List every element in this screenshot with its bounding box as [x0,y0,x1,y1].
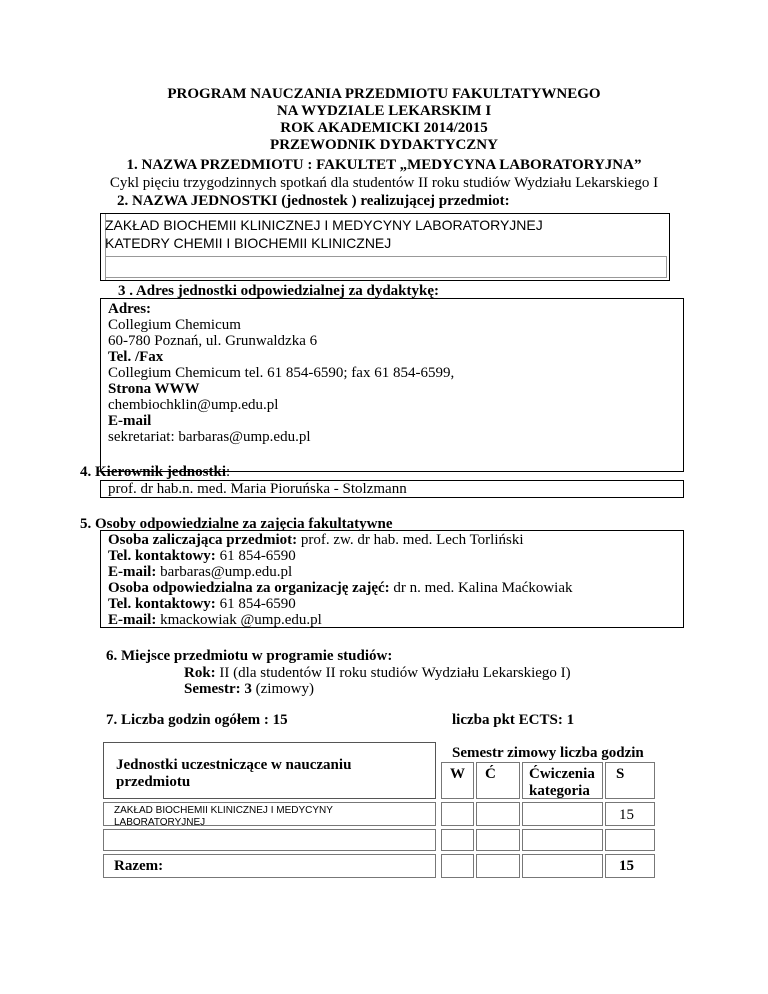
section1-description: Cykl pięciu trzygodzinnych spotkań dla studentów II roku studiów Wydziału Lekarskiego I [109,175,659,191]
section4-heading: 4. Kierownik jednostki [80,464,226,480]
section2-heading: 2. NAZWA JEDNOSTKI (jednostek ) realizującej przedmiot: [117,193,510,209]
total-s-value: 15 [619,858,634,874]
col-c-label: Ć [485,766,496,782]
www-value: chembiochklin@ump.edu.pl [108,397,279,413]
email-value: sekretariat: barbaras@ump.edu.pl [108,429,311,445]
adres-line-1: Collegium Chemicum [108,317,241,333]
section7-hours: 7. Liczba godzin ogółem : 15 [106,712,288,728]
total-label: Razem: [114,858,164,874]
section4-value: prof. dr hab.n. med. Maria Pioruńska - Stolzmann [108,481,407,497]
p2-value: dr n. med. Kalina Maćkowiak [389,580,573,596]
table-col-cw [522,762,603,799]
semestr-label: Semestr: 3 [184,681,252,697]
rok-value: II (dla studentów II roku studiów Wydziału Lekarskiego I) [215,665,571,681]
p2-label: Osoba odpowiedzialna za organizację zajęć: [108,580,390,596]
persons-content [108,532,573,628]
p1-email-value: barbaras@ump.edu.pl [156,564,293,580]
table-total-s [605,854,655,878]
table-row-2-w [441,829,474,851]
table-row-2-c [476,829,520,851]
section1-heading: 1. NAZWA PRZEDMIOTU : FAKULTET „MEDYCYNA LABORATORYJNA” [126,157,642,173]
table-total-c [476,854,520,878]
p2-email-label: E-mail: [108,612,157,628]
table-row-1-name [103,802,436,826]
header-line-1: PROGRAM NAUCZANIA PRZEDMIOTU FAKULTATYWNEGO [167,86,601,102]
table-row-1-cw [522,802,603,826]
section6-semestr [184,681,314,698]
col-s-label: S [616,766,625,782]
rok-label: Rok: [184,665,216,681]
unit-line-1: ZAKŁAD BIOCHEMII KLINICZNEJ I MEDYCYNY LABORATORYJNEJ [105,217,543,233]
section6-heading: 6. Miejsce przedmiotu w programie studiów: [106,648,393,664]
persons-box [100,530,684,628]
address-box [100,298,684,472]
address-content [108,301,454,445]
row1-name: ZAKŁAD BIOCHEMII KLINICZNEJ I MEDYCYNY LABORATORYJNEJ [114,805,333,826]
table-row-2-cw [522,829,603,851]
table-sem-header: Semestr zimowy liczba godzin [452,745,644,761]
section4-heading-wrap [80,464,230,481]
header-line-4: PRZEWODNIK DYDAKTYCZNY [270,137,498,153]
p1-tel-value: 61 854-6590 [215,548,296,564]
p2-email-value: kmackowiak @ump.edu.pl [156,612,322,628]
manager-box [100,480,684,498]
tel-label: Tel. /Fax [108,349,164,365]
email-label: E-mail [108,413,152,429]
adres-label: Adres: [108,301,152,317]
adres-line-2: 60-780 Poznań, ul. Grunwaldzka 6 [108,333,318,349]
table-col-header: Jednostki uczestniczące w nauczaniu przedmiotu [116,757,352,790]
table-total-w [441,854,474,878]
section4-colon: : [226,464,231,480]
col-cw-line-2: kategoria [529,783,590,799]
section5-heading: 5. Osoby odpowiedzialne za zajęcia fakultatywne [80,516,393,532]
table-row-1-c [476,802,520,826]
header-line-2: NA WYDZIALE LEKARSKIM I [276,103,492,119]
table-col-s [605,762,655,799]
p1-email-label: E-mail: [108,564,157,580]
semestr-value: (zimowy) [251,681,314,697]
table-row-1-w [441,802,474,826]
row1-s-value: 15 [619,807,634,823]
table-row-1-s [605,802,655,826]
section3-heading: 3 . Adres jednostki odpowiedzialnej za dydaktykę: [118,283,440,299]
col-w-label: W [450,766,465,782]
col-cw-line-1: Ćwiczenia [529,766,595,782]
table-col-w [441,762,474,799]
table-total-label-cell [103,854,436,878]
section2-box [100,213,670,281]
p1-tel-label: Tel. kontaktowy: [108,548,216,564]
table-row-2-name [103,829,436,851]
section2-empty-row [105,256,667,278]
header-line-3: ROK AKADEMICKI 2014/2015 [280,120,488,136]
table-header-units [103,742,436,799]
section7-ects: liczba pkt ECTS: 1 [452,712,575,728]
www-label: Strona WWW [108,381,200,397]
col-cw-label [529,766,595,800]
p2-tel-value: 61 854-6590 [215,596,296,612]
unit-line-2: KATEDRY CHEMII I BIOCHEMII KLINICZNEJ [105,235,392,251]
section6-rok [184,665,571,682]
tel-value: Collegium Chemicum tel. 61 854-6590; fax 61 854-6599, [108,365,455,381]
table-total-cw [522,854,603,878]
table-col-c [476,762,520,799]
document-header [0,86,768,154]
p2-tel-label: Tel. kontaktowy: [108,596,216,612]
p1-value: prof. zw. dr hab. med. Lech Torliński [297,532,524,548]
p1-label: Osoba zaliczająca przedmiot: [108,532,298,548]
section2-unit [105,216,543,252]
table-row-2-s [605,829,655,851]
